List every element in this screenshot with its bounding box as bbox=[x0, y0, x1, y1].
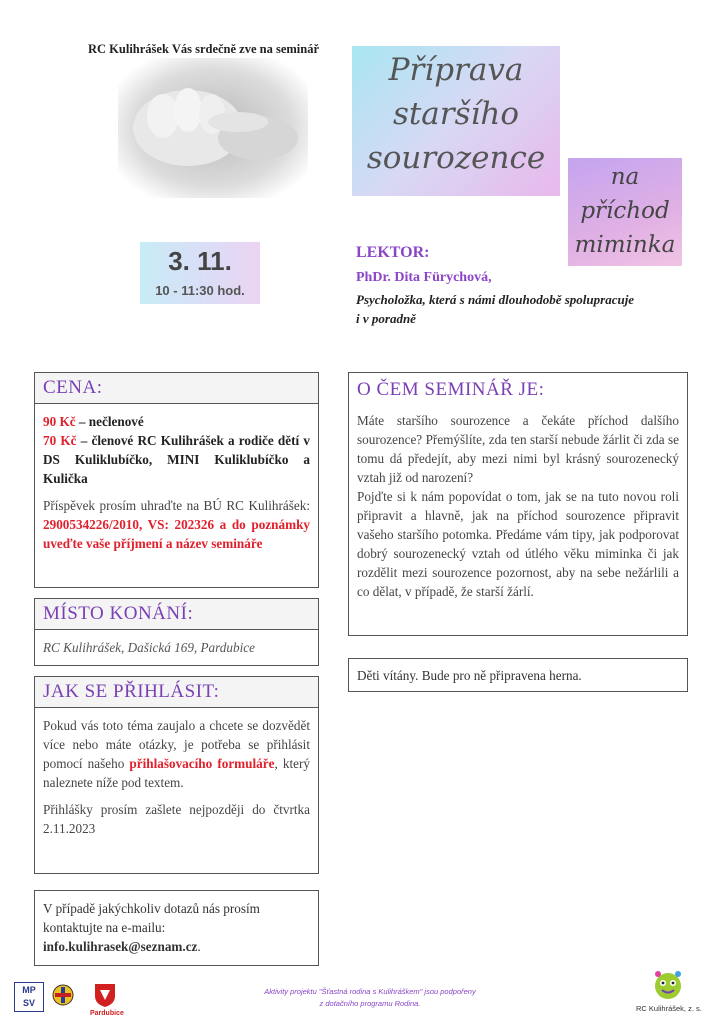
kids-text: Děti vítány. Bude pro ně připravena herna. bbox=[357, 668, 582, 683]
kids-box bbox=[348, 658, 688, 692]
about-paragraph-1: Máte staršího sourozence a čekáte příchod dalšího sourozence? Přemýšlíte, zda ten starší nebude žárlit či zda se tomu dá předejít, aby mezi nimi byl krásný sourozenecký vztah již od narození? bbox=[357, 413, 679, 485]
venue-address: RC Kulihrášek, Dašická 169, Pardubice bbox=[43, 640, 255, 655]
price-nonmember: 90 Kč bbox=[43, 414, 76, 429]
subtitle-line: na bbox=[610, 164, 640, 190]
signup-text-a: Pokud vás toto téma zaujalo a chcete se dozvědět více nebo máte otázky, je potřeba se přihlásit pomocí našeho bbox=[43, 718, 310, 771]
footer-note bbox=[250, 986, 490, 1010]
mpsv-logo-line: SV bbox=[22, 998, 35, 1008]
contact-box bbox=[34, 890, 319, 966]
signup-heading: JAK SE PŘIHLÁSIT: bbox=[35, 677, 318, 708]
price-heading: CENA: bbox=[35, 373, 318, 404]
pardubice-label: Pardubice bbox=[90, 1010, 124, 1017]
footer-note-line: Aktivity projektu "Šťastná rodina s Kulihráškem" jsou podpořeny bbox=[264, 987, 476, 996]
lektor-description: Psycholožka, která s námi dlouhodobě spolupracuje i v poradně bbox=[356, 292, 635, 326]
seminar-title bbox=[352, 48, 560, 180]
footer-note-line: z dotačního programu Rodina. bbox=[319, 999, 421, 1008]
payment-account: 2900534226/2010, VS: 202326 a do poznámky uveďte vaše příjmení a název semináře bbox=[43, 517, 310, 551]
contact-text: V případě jakýchkoliv dotazů nás prosím kontaktujte na e-mailu: bbox=[43, 901, 260, 935]
about-box bbox=[348, 372, 688, 636]
contact-end: . bbox=[197, 939, 201, 954]
emblem-logo bbox=[52, 984, 74, 1014]
venue-box bbox=[34, 598, 319, 666]
about-heading: O ČEM SEMINÁŘ JE: bbox=[349, 373, 687, 405]
subtitle-line: příchod bbox=[580, 198, 670, 224]
signup-box bbox=[34, 676, 319, 874]
kulihrasek-logo bbox=[650, 968, 686, 1006]
title-line: Příprava bbox=[388, 52, 524, 88]
title-line: sourozence bbox=[366, 140, 546, 176]
mpsv-logo bbox=[14, 982, 44, 1012]
lektor-heading: LEKTOR: bbox=[356, 244, 430, 261]
event-time: 10 - 11:30 hod. bbox=[155, 283, 245, 298]
price-member-label: – členové RC Kulihrášek a rodiče dětí v DS Kuliklubíčko, MINI Kuliklubíčko a Kulička bbox=[43, 433, 310, 486]
contact-email[interactable]: info.kulihrasek@seznam.cz bbox=[43, 939, 198, 954]
event-date: 3. 11. bbox=[168, 246, 232, 276]
signup-deadline: Přihlášky prosím zašlete nejpozději do čtvrtka 2.11.2023 bbox=[43, 802, 310, 836]
lektor-name: PhDr. Dita Fürychová, bbox=[356, 270, 492, 285]
baby-hands-photo bbox=[118, 58, 308, 198]
title-line: staršího bbox=[392, 96, 520, 132]
signup-text-b: , který naleznete níže pod textem. bbox=[43, 756, 310, 790]
about-paragraph-2: Pojďte si k nám popovídat o tom, jak se na tuto novou roli připravit a hlavně, jak na příchod sourozence připravit vašeho staršího potomka. Předáme vám tipy, jak podporovat dobrý sourozenecký vztah od útlého věku miminka či jak rozdělit mezi sourozence pozornost, aby na sebe nežárlili a co dělat, v případě, že starší žárlí. bbox=[357, 489, 679, 599]
payment-text: Příspěvek prosím uhraďte na BÚ RC Kulihrášek: bbox=[43, 498, 310, 513]
intro-text: RC Kulihrášek Vás srdečně zve na seminář bbox=[88, 42, 320, 56]
footer-org: RC Kulihrášek, z. s. bbox=[636, 1004, 702, 1013]
price-box bbox=[34, 372, 319, 588]
subtitle-line: miminka bbox=[574, 232, 676, 258]
venue-heading: MÍSTO KONÁNÍ: bbox=[35, 599, 318, 630]
signup-form-link[interactable]: přihlašovacího formuláře bbox=[129, 756, 275, 771]
price-nonmember-label: – nečlenové bbox=[75, 414, 144, 429]
seminar-subtitle bbox=[560, 160, 690, 262]
pardubice-logo bbox=[92, 982, 118, 1012]
mpsv-logo-line: MP bbox=[22, 985, 36, 995]
price-member: 70 Kč bbox=[43, 433, 77, 448]
